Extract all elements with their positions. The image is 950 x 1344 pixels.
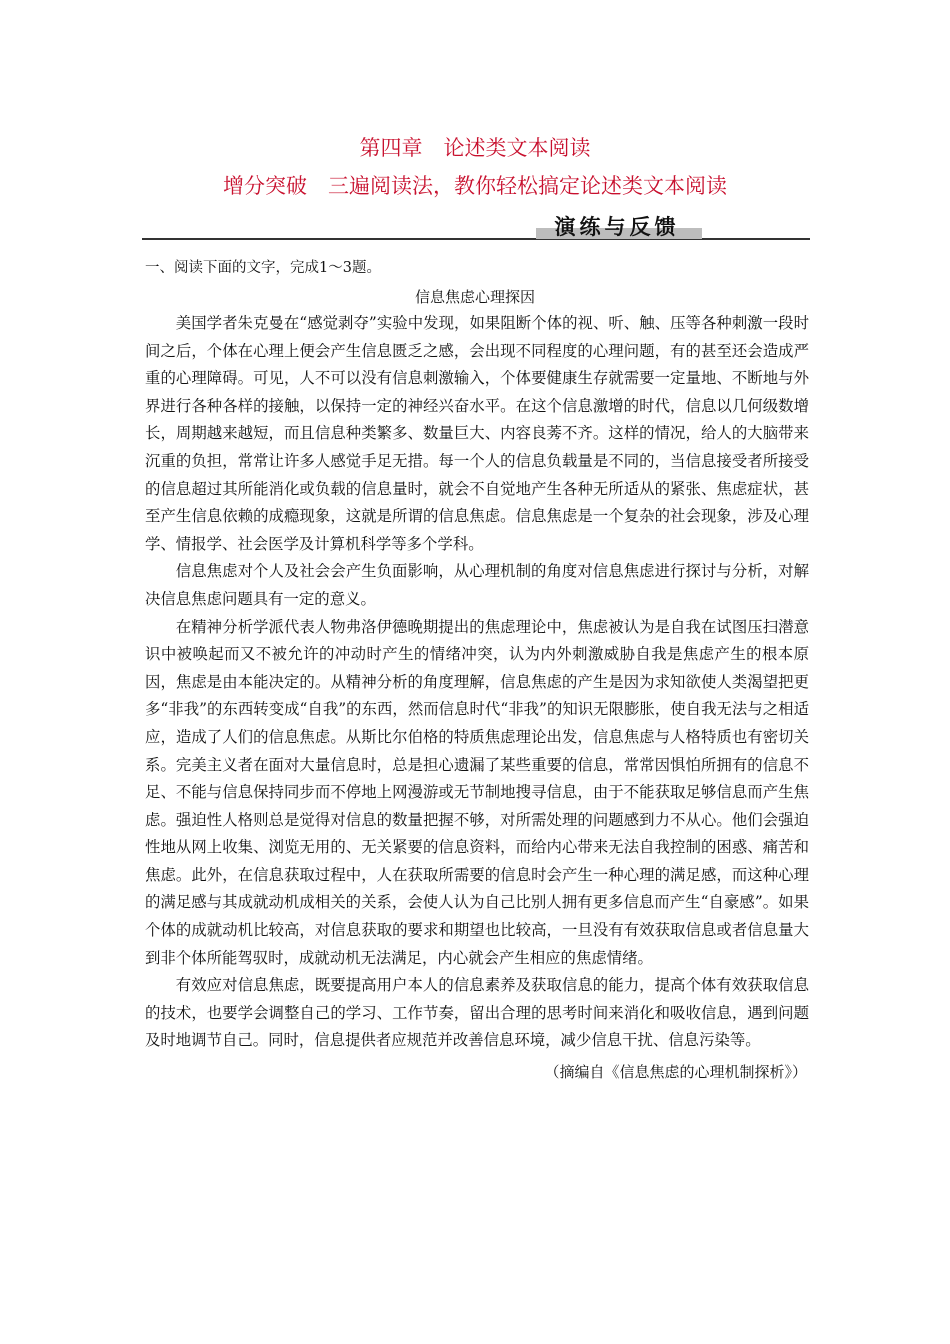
section-banner (142, 214, 810, 242)
article-paragraph-2: 信息焦虑对个人及社会会产生负面影响，从心理机制的角度对信息焦虑进行探讨与分析，对解决信息焦虑问题具有一定的意义。 (145, 562, 809, 608)
article-body (145, 310, 809, 1085)
article-paragraph-1: 美国学者朱克曼在“感觉剥夺”实验中发现，如果阻断个体的视、听、触、压等各种刺激一段时间之后，个体在心理上便会产生信息匮乏之感，会出现不同程度的心理问题，有的甚至还会造成严重的心理障碍。可见，人不可以没有信息刺激输入，个体要健康生存就需要一定量地、不断地与外界进行各种各样的接触，以保持一定的神经兴奋水平。在这个信息激增的时代，信息以几何级数增长，周期越来越短，而且信息种类繁多、数量巨大、内容良莠不齐。这样的情况，给人的大脑带来沉重的负担，常常让许多人感觉手足无措。每一个人的信息负载量是不同的，当信息接受者所接受的信息超过其所能消化或负载的信息量时，就会不自觉地产生各种无所适从的紧张、焦虑症状，甚至产生信息依赖的成瘾现象，这就是所谓的信息焦虑。信息焦虑是一个复杂的社会现象，涉及心理学、情报学、社会医学及计算机科学等多个学科。 (145, 314, 809, 553)
section-title: 增分突破 三遍阅读法，教你轻松搞定论述类文本阅读 (223, 174, 727, 198)
banner-rule (142, 238, 810, 240)
article-paragraph-4: 有效应对信息焦虑，既要提高用户本人的信息素养及获取信息的能力，提高个体有效获取信息的技术，也要学会调整自己的学习、工作节奏，留出合理的思考时间来消化和吸收信息，遇到问题及时地调节自己。同时，信息提供者应规范并改善信息环境，减少信息干扰、信息污染等。 (145, 976, 809, 1050)
chapter-title: 第四章 论述类文本阅读 (359, 136, 591, 160)
banner-label: 演练与反馈 (554, 215, 680, 239)
article-title: 信息焦虑心理探因 (414, 288, 535, 306)
article-paragraph-3: 在精神分析学派代表人物弗洛伊德晚期提出的焦虑理论中，焦虑被认为是自我在试图压扫潜意识中被唤起而又不被允许的冲动时产生的情绪冲突，认为内外刺激威胁自我是焦虑产生的根本原因，焦虑是由本能决定的。从精神分析的角度理解，信息焦虑的产生是因为求知欲使人类渴望把更多“非我”的东西转变成“自我”的东西，然而信息时代“非我”的知识无限膨胀，使自我无法与之相适应，造成了人们的信息焦虑。从斯比尔伯格的特质焦虑理论出发，信息焦虑与人格特质也有密切关系。完美主义者在面对大量信息时，总是担心遗漏了某些重要的信息，常常因惧怕所拥有的信息不足、不能与信息保持同步而不停地上网漫游或无节制地搜寻信息，由于不能获取足够信息而产生焦虑。强迫性人格则总是觉得对信息的数量把握不够，对所需处理的问题感到力不从心。他们会强迫性地从网上收集、浏览无用的、无关紧要的信息资料，而给内心带来无法自我控制的困惑、痛苦和焦虑。此外，在信息获取过程中，人在获取所需要的信息时会产生一种心理的满足感，而这种心理的满足感与其成就动机成相关的关系，会使人认为自己比别人拥有更多信息而产生“自豪感”。如果个体的成就动机比较高，对信息获取的要求和期望也比较高，一旦没有有效获取信息或者信息量大到非个体所能驾驭时，成就动机无法满足，内心就会产生相应的焦虑情绪。 (145, 617, 809, 967)
article-source: （摘编自《信息焦虑的心理机制探析》） (544, 1063, 807, 1082)
exercise-instruction: 一、阅读下面的文字，完成1～3题。 (145, 260, 381, 276)
